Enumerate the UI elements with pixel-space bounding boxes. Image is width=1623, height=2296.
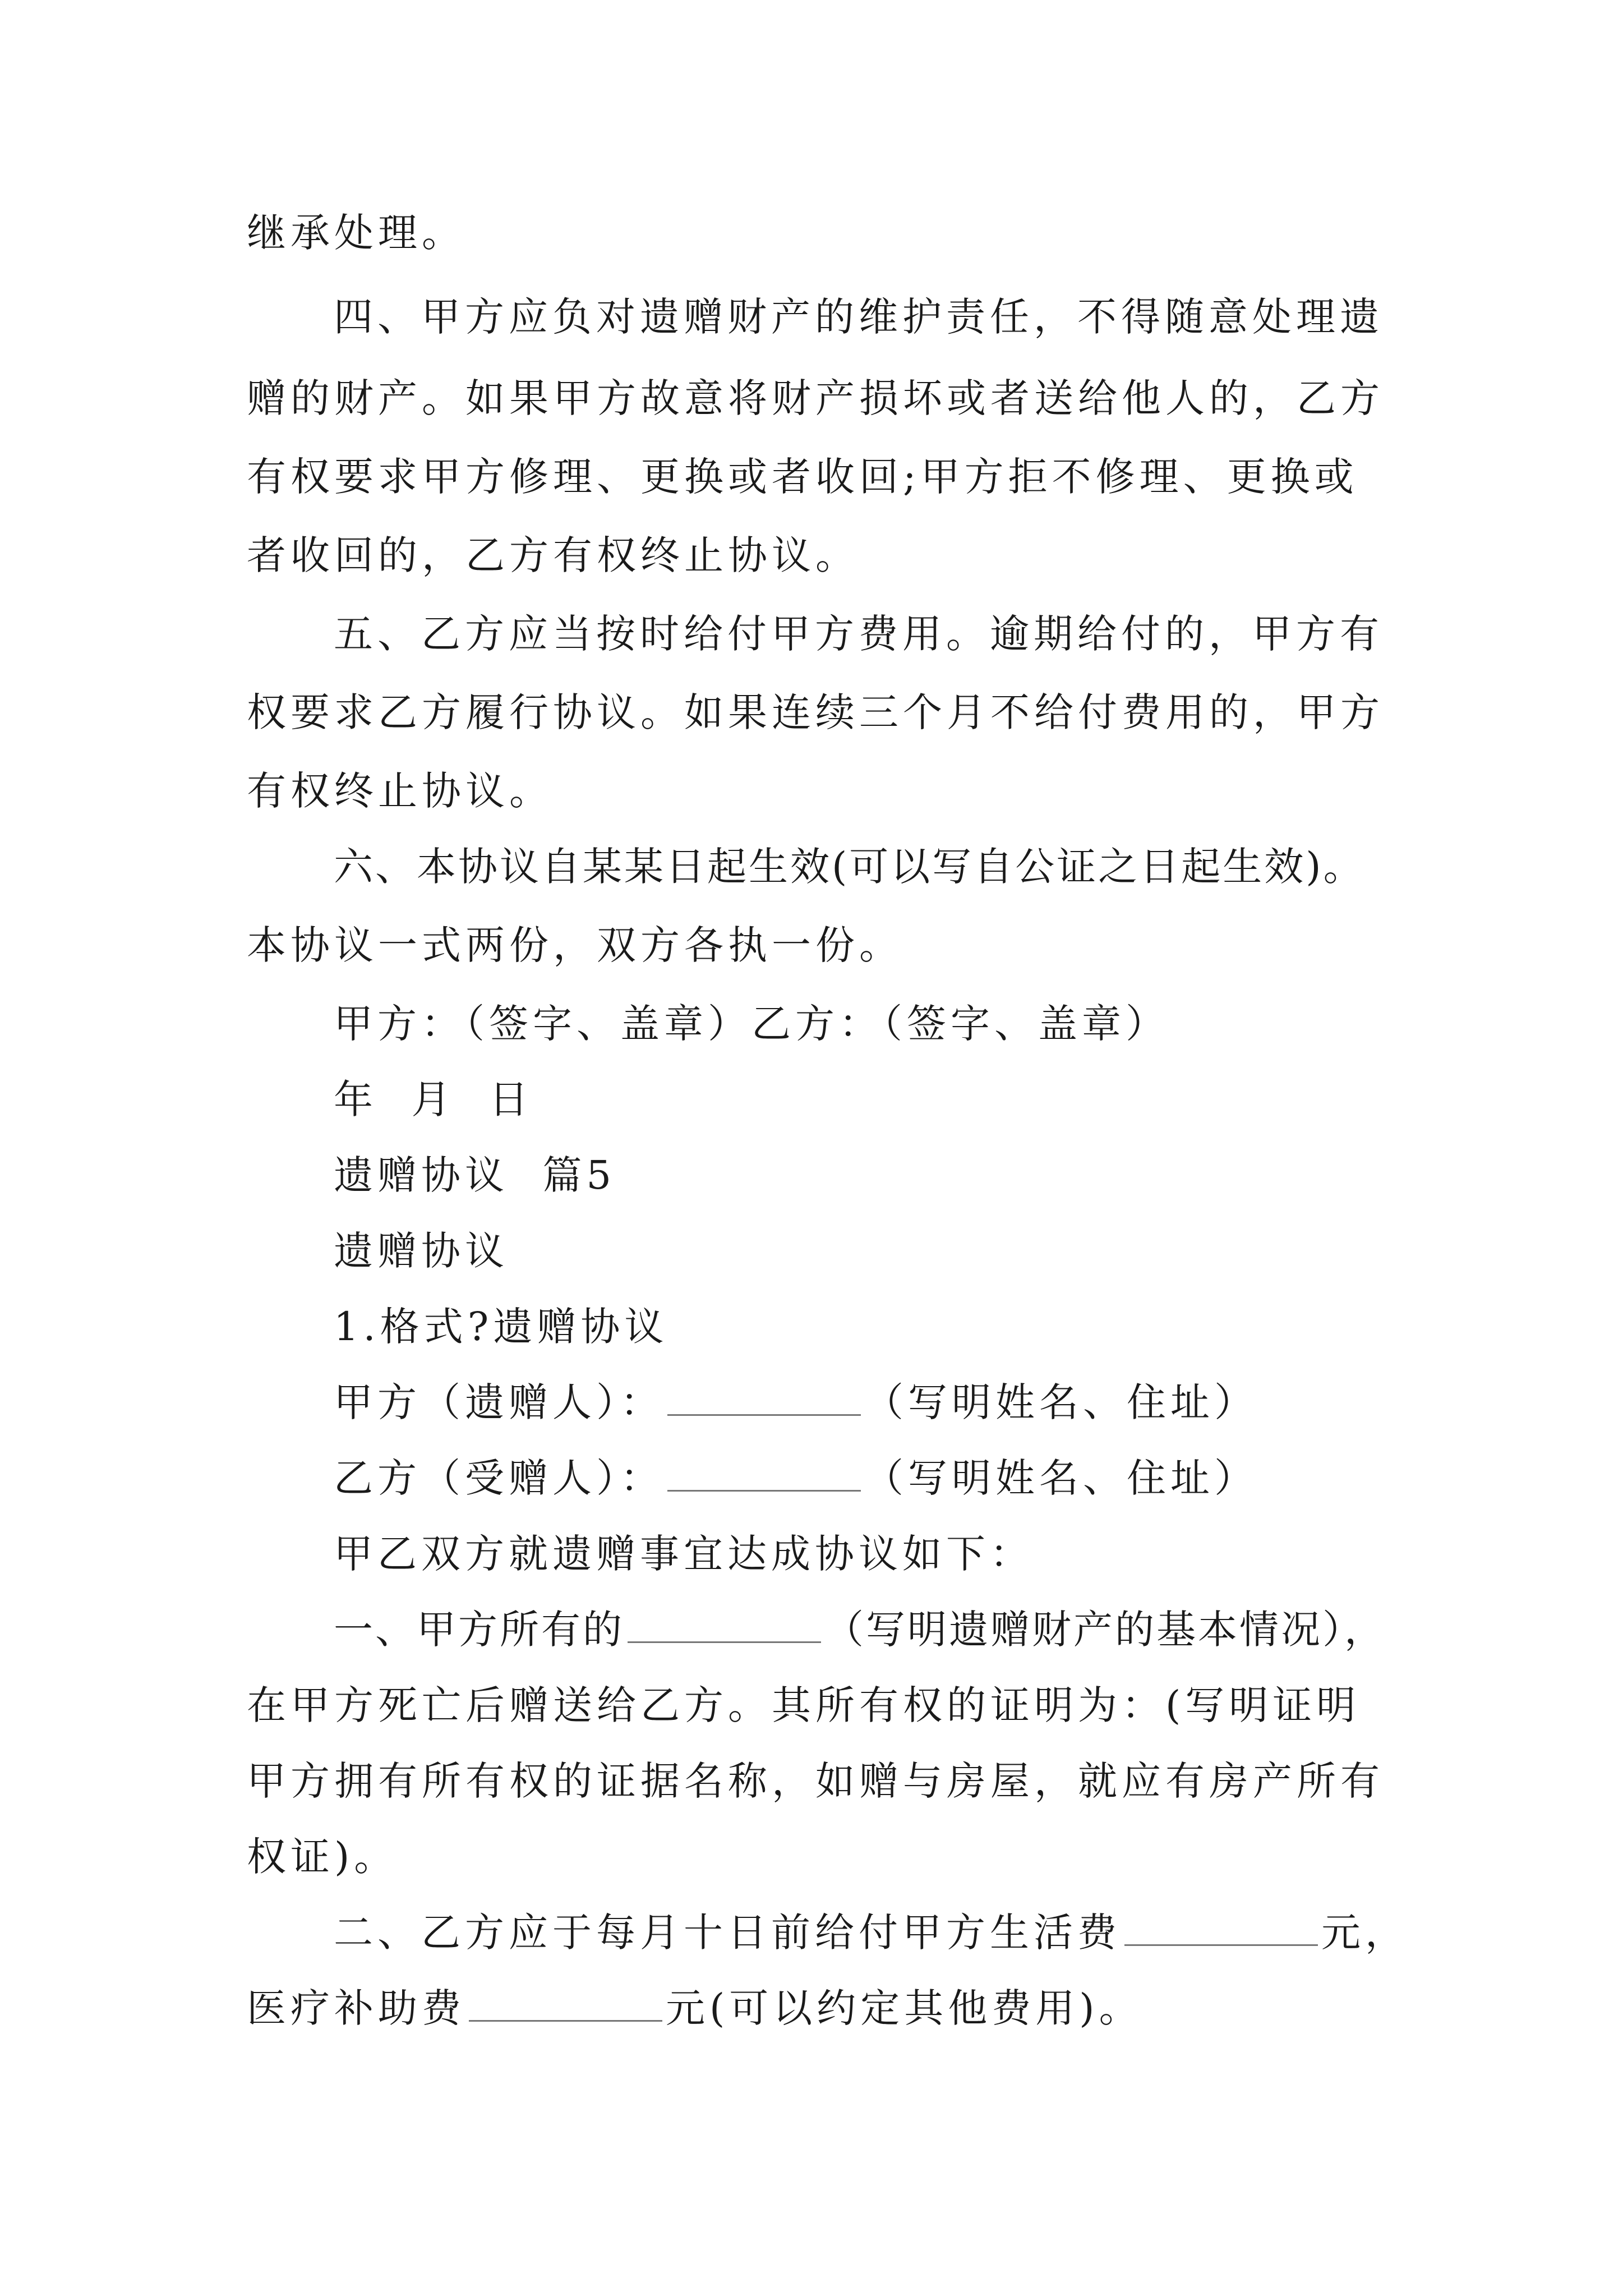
text-line: 权要求乙方履行协议。如果连续三个月不给付费用的，甲方 xyxy=(247,689,1384,735)
agreement-intro: 甲乙双方就遗赠事宜达成协议如下： xyxy=(334,1531,1034,1577)
party-a-line xyxy=(334,1377,1258,1428)
text-line: 者收回的，乙方有权终止协议。 xyxy=(247,532,859,578)
format-heading: 1.格式?遗赠协议 xyxy=(334,1304,668,1350)
clause-2-line-2 xyxy=(247,1983,1143,2033)
text-line: 本协议一式两份，双方各执一份。 xyxy=(247,922,903,968)
text-line: 六、本协议自某某日起生效(可以写自公证之日起生效)。 xyxy=(334,844,1365,890)
text-line: 权证)。 xyxy=(247,1834,398,1880)
text-line: 有权终止协议。 xyxy=(247,768,553,814)
text-line: 继承处理。 xyxy=(247,210,465,256)
party-a-label: 甲方（遗赠人）： xyxy=(334,1379,664,1425)
party-a-note: （写明姓名、住址） xyxy=(864,1379,1258,1425)
clause-2-start: 二、乙方应于每月十日前给付甲方生活费 xyxy=(334,1910,1121,1955)
text-line: 四、甲方应负对遗赠财产的维护责任，不得随意处理遗 xyxy=(334,294,1384,340)
section-heading: 遗赠协议 篇5 xyxy=(334,1152,616,1198)
living-expense-blank xyxy=(1124,1911,1318,1946)
date-line: 年 月 日 xyxy=(334,1076,533,1122)
medical-subsidy-end: 元(可以约定其他费用)。 xyxy=(666,1985,1143,2031)
clause-1-start: 一、甲方所有的 xyxy=(334,1607,624,1653)
clause-2-end: 元， xyxy=(1321,1910,1409,1955)
party-a-blank xyxy=(667,1381,861,1416)
party-b-note: （写明姓名、住址） xyxy=(864,1455,1258,1501)
document-title: 遗赠协议 xyxy=(334,1228,509,1274)
clause-1-line xyxy=(334,1604,1386,1655)
party-b-label: 乙方（受赠人）： xyxy=(334,1455,664,1501)
medical-subsidy-blank xyxy=(469,1986,662,2022)
medical-subsidy-label: 医疗补助费 xyxy=(247,1985,465,2031)
clause-2-line xyxy=(334,1907,1409,1958)
party-b-blank xyxy=(667,1456,861,1492)
text-line: 有权要求甲方修理、更换或者收回;甲方拒不修理、更换或 xyxy=(247,454,1358,500)
signature-line: 甲方：（签字、盖章）乙方：（签字、盖章） xyxy=(334,1001,1169,1047)
party-b-line xyxy=(334,1453,1258,1503)
text-line: 在甲方死亡后赠送给乙方。其所有权的证明为：(写明证明 xyxy=(247,1682,1361,1728)
clause-1-end: （写明遗赠财产的基本情况）， xyxy=(824,1607,1386,1653)
text-line: 赠的财产。如果甲方故意将财产损坏或者送给他人的，乙方 xyxy=(247,375,1384,421)
text-line: 五、乙方应当按时给付甲方费用。逾期给付的，甲方有 xyxy=(334,611,1384,657)
text-line: 甲方拥有所有权的证据名称，如赠与房屋，就应有房产所有 xyxy=(247,1758,1384,1804)
clause-1-blank xyxy=(628,1608,821,1643)
